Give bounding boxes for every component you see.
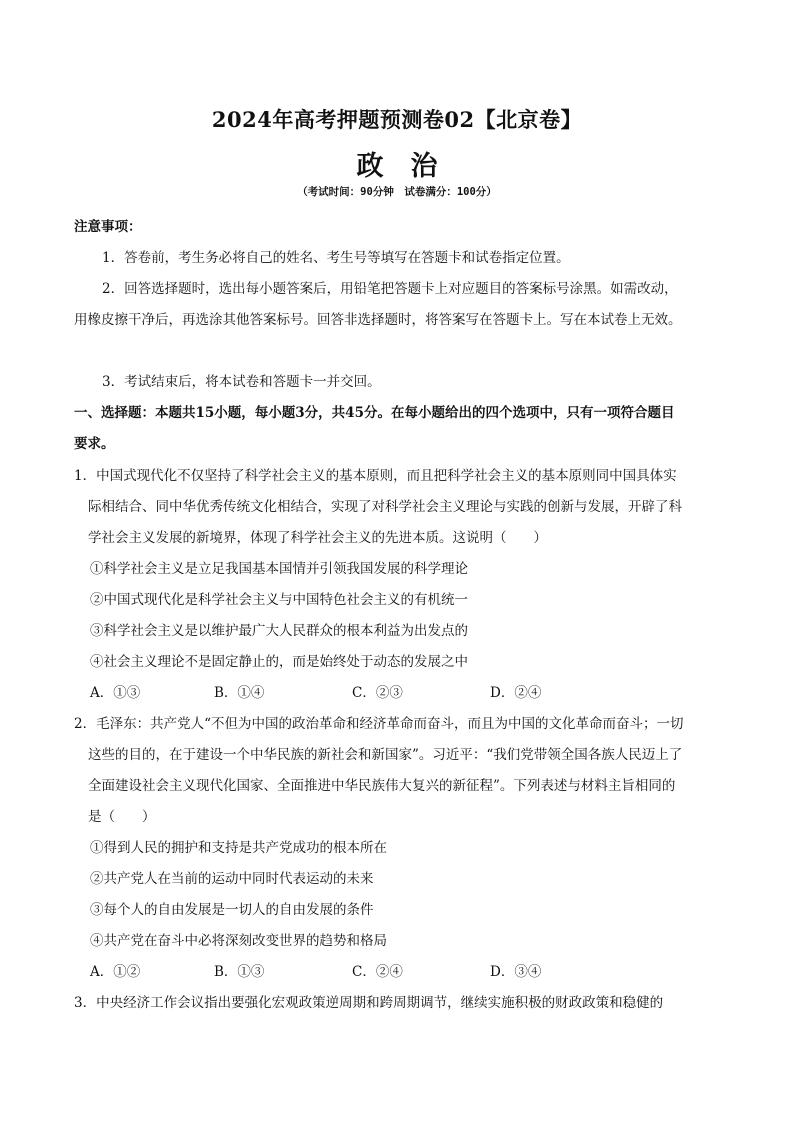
choice-c: C．②④ [352,964,403,980]
question-stem: 3．中央经济工作会议指出要强化宏观政策逆周期和跨周期调节，继续实施积极的财政政策和稳健的 [74,995,664,1011]
note-item-3: 3．考试结束后，将本试卷和答题卡一并交回。 [102,374,381,390]
question-1 [74,461,686,709]
subject-title: 政 治 [356,151,438,182]
notes-heading: 注意事项： [74,219,142,235]
answer-choices [74,678,686,709]
question-3 [74,988,686,1019]
exam-info: （考试时间：90分钟 试卷满分：100分） [297,186,497,198]
note-item-1: 1．答卷前，考生务必将自己的姓名、考生号等填写在答题卡和试卷指定位置。 [102,250,570,266]
note-item-2: 2．回答选择题时，选出每小题答案后，用铅笔把答题卡上对应题目的答案标号涂黑。如需改动，用橡皮擦干净后，再选涂其他答案标号。回答非选择题时，将答案写在答题卡上。写在本试卷上无效。 [74,281,682,328]
choice-d: D．②④ [490,685,542,701]
question-stem: 2．毛泽东：共产党人“不但为中国的政治革命和经济革命而奋斗，而且为中国的文化革命而奋斗；一切这些的目的，在于建设一个中华民族的新社会和新国家”。习近平：“我们党带领全国各族人民迈上了全面建设社会主义现代化国家、全面推进中华民族伟大复兴的新征程”。下列表述与材料主旨相同的是（ ） [74,716,684,825]
choice-b: B．①③ [214,964,265,980]
option-1: ①得到人民的拥护和支持是共产党成功的根本所在 [90,840,387,856]
choice-d: D．③④ [490,964,542,980]
choice-a: A．①③ [90,685,141,701]
option-1: ①科学社会主义是立足我国基本国情并引领我国发展的科学理论 [90,561,468,577]
option-2: ②中国式现代化是科学社会主义与中国特色社会主义的有机统一 [90,592,468,608]
choice-c: C．②③ [352,685,403,701]
answer-choices [74,957,686,988]
option-3: ③每个人的自由发展是一切人的自由发展的条件 [90,902,374,918]
exam-title: 2024年高考押题预测卷02【北京卷】 [211,107,583,132]
option-4: ④共产党在奋斗中必将深刻改变世界的趋势和格局 [90,933,387,949]
choice-b: B．①④ [214,685,265,701]
option-2: ②共产党人在当前的运动中同时代表运动的未来 [90,871,374,887]
section-heading: 一、选择题：本题共15小题，每小题3分，共45分。在每小题给出的四个选项中，只有一项符合题目要求。 [74,405,675,452]
option-4: ④社会主义理论不是固定静止的，而是始终处于动态的发展之中 [90,654,468,670]
choice-a: A．①② [90,964,141,980]
question-stem: 1．中国式现代化不仅坚持了科学社会主义的基本原则，而且把科学社会主义的基本原则同中国具体实际相结合、同中华优秀传统文化相结合，实现了对科学社会主义理论与实践的创新与发展，开辟了科学社会主义发展的新境界，体现了科学社会主义的先进本质。这说明（ ） [74,468,682,546]
question-2 [74,709,686,988]
option-3: ③科学社会主义是以维护最广大人民群众的根本利益为出发点的 [90,623,468,639]
